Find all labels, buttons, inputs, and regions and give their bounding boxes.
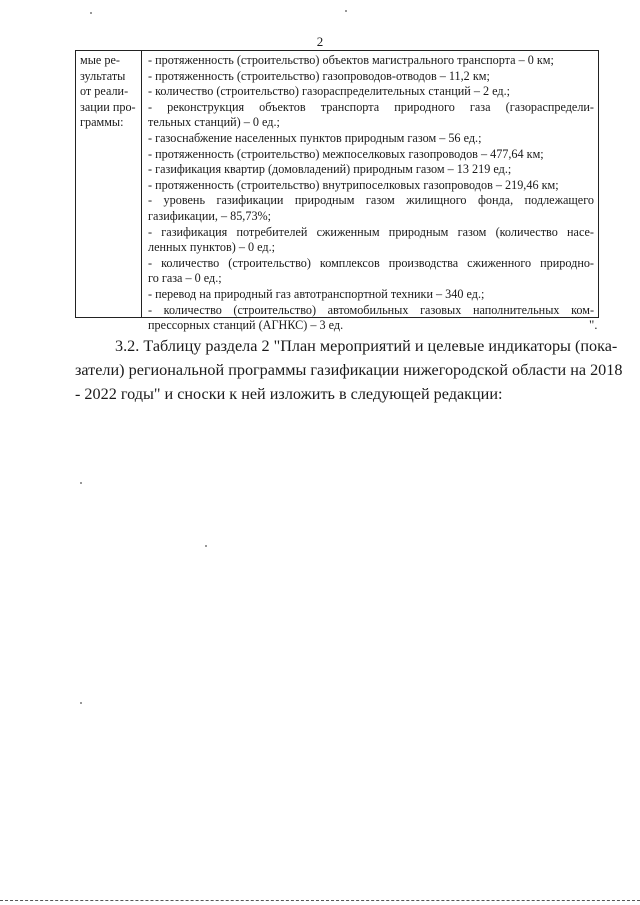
page-bottom-edge [0, 900, 640, 901]
result-line: - количество (строительство) автомобильных газовых наполнительных ком- [148, 302, 594, 317]
paragraph-line: - 2022 годы" и сноски к ней изложить в следующей редакции: [75, 385, 503, 403]
amendment-paragraph [75, 334, 623, 406]
result-line: - уровень газификации природным газом жилищного фонда, подлежащего [148, 193, 594, 208]
paragraph-line: 3.2. Таблицу раздела 2 "План мероприятий и целевые индикаторы (пока- [115, 337, 618, 355]
label-line: от реали- [80, 84, 129, 99]
label-line: зультаты [80, 68, 126, 83]
page-number: 2 [316, 34, 324, 49]
result-line: - газификация квартир (домовладений) природным газом – 13 219 ед.; [148, 162, 512, 177]
result-line: газификации, – 85,73%; [148, 208, 272, 223]
table-results-cell [142, 51, 598, 333]
result-line: - протяженность (строительство) газопроводов-отводов – 11,2 км; [148, 68, 490, 83]
paragraph-line: затели) региональной программы газификации нижегородской области на 2018 [75, 361, 623, 379]
result-line: - количество (строительство) комплексов производства сжиженного природно- [148, 255, 594, 270]
scan-speck [90, 12, 92, 14]
scan-speck [205, 545, 207, 547]
result-line: - количество (строительство) газораспределительных станций – 2 ед.; [148, 84, 511, 99]
result-line: - перевод на природный газ автотранспортной техники – 340 ед.; [148, 286, 485, 301]
result-line: - реконструкция объектов транспорта природного газа (газораспредели- [148, 99, 594, 114]
expected-results-table [75, 50, 599, 333]
result-line: тельных станций) – 0 ед.; [148, 115, 280, 130]
closing-quote: ". [589, 317, 598, 332]
result-line: - газификация потребителей сжиженным природным газом (количество насе- [148, 224, 594, 239]
result-line: ленных пунктов) – 0 ед.; [148, 240, 276, 255]
result-line: - газоснабжение населенных пунктов природным газом – 56 ед.; [148, 130, 482, 145]
result-line: - протяженность (строительство) межпоселковых газопроводов – 477,64 км; [148, 146, 544, 161]
label-line: зации про- [80, 99, 136, 114]
scan-speck [80, 702, 82, 704]
label-line: мые ре- [80, 53, 120, 67]
scan-speck [345, 10, 347, 12]
result-line: прессорных станций (АГНКС) – 3 ед. [148, 318, 344, 333]
result-line: - протяженность (строительство) объектов магистрального транспорта – 0 км; [148, 53, 554, 67]
label-line: граммы: [80, 115, 124, 130]
scan-speck [80, 482, 82, 484]
result-line: - протяженность (строительство) внутрипоселковых газопроводов – 219,46 км; [148, 177, 559, 192]
result-line: го газа – 0 ед.; [148, 271, 222, 286]
table-label-cell [76, 51, 142, 317]
